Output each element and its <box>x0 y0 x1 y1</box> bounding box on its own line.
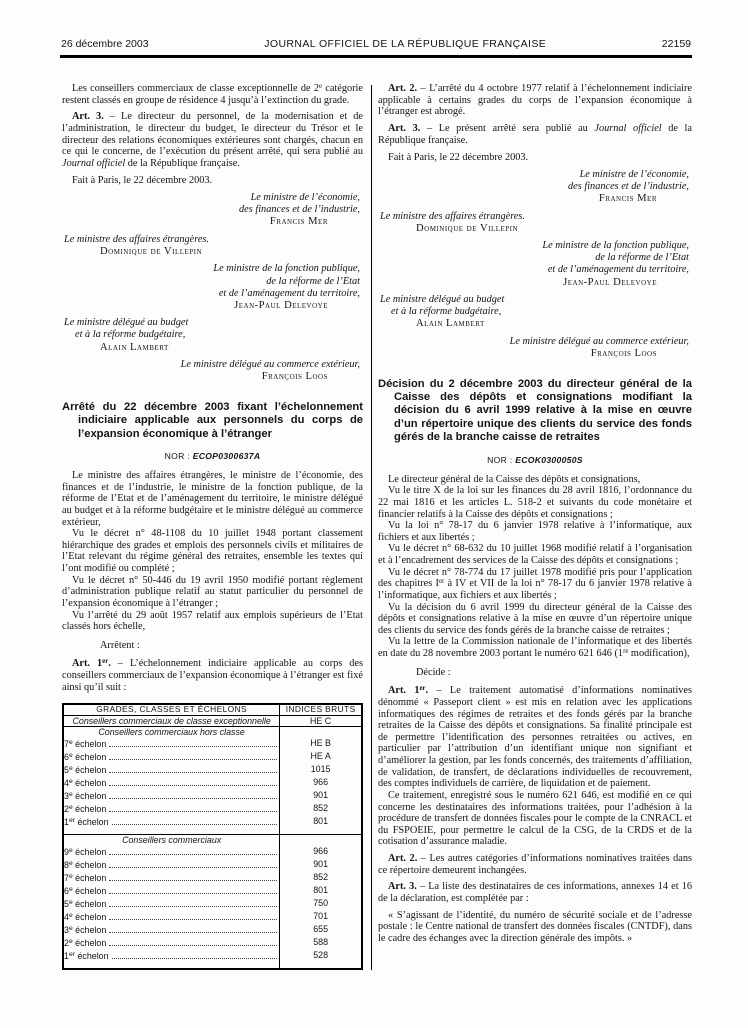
table-row-value: HE A <box>310 751 331 762</box>
table-section-title: Conseillers commerciaux hors classe <box>63 726 280 737</box>
signature-title: Le ministre délégué au commerce extérieur, <box>509 335 689 347</box>
nor-value: ECOP0300637A <box>192 451 261 462</box>
nor-line <box>378 455 692 465</box>
table-row-value: HE C <box>280 715 362 726</box>
signature-name: Jean-Paul Delevoye <box>234 299 328 311</box>
article-paragraph: Art. 1er. – Le traitement automatisé d’informations nominatives dénommé « Passeport client » est mis en relation avec les applications informatiques des régimes de retraites et des fonds gérés par la branche retraites de la Caisse des dépôts et consignations. Sa finalité principale est de permettre l’identification des personnes retraitées ou actives, en particulier par l’attribution d’un identifiant unique non signifiant et d’améliorer la gestion, par les fonds concernés, des traitements d’affiliation, de validation, de transfert, de déclarations individuelles de recouvrement, des comptes individuels de carrière, de liquidation et de paiement. <box>378 685 692 790</box>
signature-block-fonction-publique <box>62 263 363 312</box>
table-row-value: 901 <box>313 859 329 870</box>
dotted-leader <box>109 737 277 747</box>
table-row-label: 3e échelon <box>64 925 107 936</box>
signature-title: et de l’aménagement du territoire, <box>218 287 360 299</box>
article-paragraph: Art. 3. – La liste des destinataires de ces informations, annexes 14 et 16 de la déclaration, est complétée par : <box>378 881 692 904</box>
signature-title: Le ministre des affaires étrangères. <box>64 233 210 245</box>
paragraph: Le directeur général de la Caisse des dépôts et consignations, <box>388 473 641 485</box>
table-row-label: 9e échelon <box>64 847 107 858</box>
table-row-label: 1er échelon <box>64 951 109 962</box>
act-title-arrete: Arrêté du 22 décembre 2003 fixant l’échelonnement indiciaire applicable aux personnels du corps de l’expansion économique à l’étranger <box>62 400 363 440</box>
table-row <box>63 815 362 835</box>
dotted-leader <box>109 897 277 907</box>
table-row-label: 6e échelon <box>64 886 107 897</box>
table-row <box>63 789 362 802</box>
paragraph: Vu la loi n° 78-17 du 6 janvier 1978 relative à l’informatique, aux fichiers et aux libertés ; <box>378 520 692 543</box>
table-row <box>63 763 362 776</box>
journal-page <box>0 38 748 1028</box>
table-row <box>63 949 362 969</box>
signature-title: de la réforme de l’Etat <box>266 275 360 287</box>
paragraph: Vu le titre X de la loi sur les finances du 28 avril 1816, l’ordonnance du 22 mai 1816 et les articles L. 518-2 et suivants du code monétaire et financier relatifs à la Caisse des dépôts et consignations ; <box>378 485 692 520</box>
signature-name: Alain Lambert <box>416 318 485 330</box>
table-row-value: 655 <box>313 924 329 935</box>
table-row-label: 4e échelon <box>64 912 107 923</box>
table-row-label: 2e échelon <box>64 804 107 815</box>
right-column <box>378 83 692 970</box>
signature-block-budget <box>62 317 363 354</box>
signature-title: des finances et de l’industrie, <box>239 204 360 216</box>
table-row <box>63 715 362 726</box>
dotted-leader <box>109 845 277 855</box>
signature-block-economie <box>62 192 363 229</box>
table-row-label: 7e échelon <box>64 739 107 750</box>
left-column <box>62 83 363 970</box>
signature-name: Alain Lambert <box>100 341 169 353</box>
table-row-label: 4e échelon <box>64 778 107 789</box>
dotted-leader <box>109 802 277 812</box>
table-row-value: 1015 <box>310 764 331 775</box>
table-row-value: 966 <box>313 777 329 788</box>
signature-block-commerce <box>378 336 692 361</box>
header-page-number: 22159 <box>661 38 691 50</box>
dotted-leader <box>109 936 277 946</box>
signature-name: Dominique de Villepin <box>416 222 519 234</box>
dotted-leader <box>109 776 277 786</box>
signature-block-affaires-etrangeres <box>62 234 363 259</box>
paragraph: Vu le décret n° 48-1108 du 10 juillet 1948 portant classement hiérarchique des grades et emplois des personnels civils et militaires de l’Etat relevant du régime général des retraites, ensemble les textes qui l’ont modifié ou complété ; <box>62 528 363 575</box>
nor-line <box>62 451 363 461</box>
article-paragraph: Art. 3. – Le directeur du personnel, de la modernisation et de l’administration, le directeur du budget, le directeur du Trésor et le directeur des relations économiques extérieures sont chargés, chacun en ce qui le concerne, de l’exécution du présent arrêté, qui sera publié au Journal officiel de la République française. <box>62 111 364 169</box>
table-row <box>63 871 362 884</box>
dotted-leader <box>109 910 277 920</box>
quote-paragraph: « S’agissant de l’identité, du numéro de sécurité sociale et de l’adresse postale : le Centre national de transfert des données fiscales (CNTDF), dans le cadre des échanges avec la direction générale des impôts. » <box>378 909 692 944</box>
dotted-leader <box>109 884 277 894</box>
table-row-label: 6e échelon <box>64 752 107 763</box>
article-paragraph: Art. 1er. – L’échelonnement indiciaire applicable au corps des conseillers commerciaux de l’expansion économique à l’étranger est fixé ainsi qu’il suit : <box>62 658 364 693</box>
table-row-value: HE B <box>310 738 331 749</box>
signature-title: de la réforme de l’Etat <box>595 252 689 264</box>
column-divider <box>371 85 372 970</box>
page-header <box>61 38 691 50</box>
paragraph: Vu la lettre de la Commission nationale de l’informatique et des libertés en date du 28 novembre 2003 portant le numéro 621 646 (1re modification), <box>378 636 692 660</box>
article-paragraph: Art. 3. – Le présent arrêté sera publié au Journal officiel de la République française. <box>378 122 692 146</box>
date-line: Fait à Paris, le 22 décembre 2003. <box>72 175 213 187</box>
paragraph: Vu la décision du 6 avril 1999 du directeur général de la Caisse des dépôts et consignations relative à la mise en œuvre d’un répertoire unique des clients du service des fonds gérés de la branche caisse de retraites ; <box>378 601 692 636</box>
signature-title: et de l’aménagement du territoire, <box>547 264 689 276</box>
header-rule <box>60 55 692 58</box>
dotted-leader <box>112 815 278 825</box>
dotted-leader <box>109 763 277 773</box>
signature-name: François Loos <box>590 348 657 360</box>
signature-title: Le ministre des affaires étrangères. <box>380 210 526 222</box>
signature-title: Le ministre délégué au commerce extérieur, <box>180 359 360 371</box>
table-header-indices: INDICES BRUTS <box>285 704 356 715</box>
article-paragraph: Art. 2. – L’arrêté du 4 octobre 1977 relatif à l’échelonnement indiciaire applicable à certains grades du corps de l’expansion économique à l’étranger est abrogé. <box>378 83 693 118</box>
signature-title: Le ministre délégué au budget <box>64 317 189 329</box>
nor-label: NOR : <box>487 454 513 465</box>
table-row-value: 750 <box>313 898 329 909</box>
act-title-decision: Décision du 2 décembre 2003 du directeur général de la Caisse des dépôts et consignations modifiant la décision du 6 avril 1999 relative à la mise en œuvre d’un répertoire unique des clients du service des fonds gérés de la branche caisse de retraites <box>378 377 692 444</box>
dotted-leader <box>109 923 277 933</box>
signature-title: et à la réforme budgétaire, <box>391 306 502 318</box>
signature-block-commerce <box>62 359 363 384</box>
signature-title: et à la réforme budgétaire, <box>75 329 186 341</box>
signature-name: Dominique de Villepin <box>100 245 203 257</box>
signature-title: Le ministre de l’économie, <box>250 192 360 203</box>
article-paragraph: Art. 2. – Les autres catégories d’informations nominatives traitées dans ce répertoire demeurent inchangées. <box>378 853 692 876</box>
table-row <box>63 884 362 897</box>
paragraph: Vu l’arrêté du 29 août 1957 relatif aux emplois supérieurs de l’Etat classés hors échelle, <box>62 609 363 633</box>
paragraph: Vu le décret n° 78-774 du 17 juillet 1978 modifié pris pour l’application des chapitres Ier à IV et VII de la loi n° 78-17 du 6 janvier 1978 relative à l’informatique, aux fichiers et aux libertés ; <box>378 566 692 601</box>
signature-title: Le ministre de la fonction publique, <box>213 263 360 275</box>
table-row-label: 2e échelon <box>64 938 107 949</box>
signature-title: Le ministre de l’économie, <box>579 168 689 180</box>
nor-value: ECOK0300050S <box>515 454 583 465</box>
signature-block-economie <box>378 169 692 206</box>
paragraph: Ce traitement, enregistré sous le numéro 621 646, est modifié en ce qui concerne les destinataires des informations traitées, pour l’adhésion à la procédure de transfert de données fiscales pour le compte de la CNRACL et du FSPOEIE, pour permettre le calcul de la CSG, de la CRDS et de la cotisation d’assurance maladie. <box>378 789 692 848</box>
table-row-label: 8e échelon <box>64 860 107 871</box>
table-row-label: 1er échelon <box>64 817 109 828</box>
table-row-label: 5e échelon <box>64 765 107 776</box>
dotted-leader <box>109 871 277 881</box>
signature-name: Francis Mer <box>269 216 328 228</box>
decree-word: Arrêtent : <box>100 639 140 651</box>
table-row <box>63 897 362 910</box>
table-header-grades: GRADES, CLASSES ET ÉCHELONS <box>63 704 280 715</box>
table-row <box>63 750 362 763</box>
table-row-value: 588 <box>313 937 329 948</box>
signature-block-budget <box>378 294 692 331</box>
dotted-leader <box>109 750 277 760</box>
table-row-label: 3e échelon <box>64 791 107 802</box>
signature-title: Le ministre délégué au budget <box>380 294 505 306</box>
indices-table <box>62 703 363 970</box>
table-row <box>63 910 362 923</box>
table-header-row <box>63 704 362 715</box>
table-row <box>63 858 362 871</box>
dotted-leader <box>109 789 277 799</box>
signature-title: des finances et de l’industrie, <box>568 180 689 192</box>
table-section-row <box>63 726 362 737</box>
table-row-value: 801 <box>313 885 329 896</box>
table-row-label: 5e échelon <box>64 899 107 910</box>
nor-label: NOR : <box>164 451 191 462</box>
table-row <box>63 936 362 949</box>
paragraph: Le ministre des affaires étrangères, le ministre de l’économie, des finances et de l’industrie, le ministre de la fonction publique, de la réforme de l’Etat et de l’aménagement du territoire, le ministre délégué au budget et à la réforme budgétaire et le ministre délégué au commerce extérieur, <box>62 470 363 528</box>
table-row <box>63 737 362 750</box>
page-content <box>62 83 692 970</box>
signature-name: Jean-Paul Delevoye <box>563 276 657 288</box>
table-row-value: 528 <box>313 950 329 961</box>
table-section-title: Conseillers commerciaux <box>63 834 280 845</box>
table-section-row <box>63 834 362 845</box>
table-row-value: 701 <box>313 911 329 922</box>
signature-block-affaires-etrangeres <box>378 211 692 236</box>
header-title: JOURNAL OFFICIEL DE LA RÉPUBLIQUE FRANÇAISE <box>264 38 547 50</box>
table-row-label: Conseillers commerciaux de classe exceptionnelle <box>63 715 280 726</box>
dotted-leader <box>112 949 278 959</box>
paragraph: Vu le décret n° 50-446 du 19 avril 1950 modifié portant règlement d’administration publique relatif au statut particulier du personnel de l’expansion économique à l’étranger ; <box>62 574 363 609</box>
table-row-value: 801 <box>313 816 329 827</box>
table-row-value: 852 <box>313 803 329 814</box>
header-date: 26 décembre 2003 <box>61 38 149 50</box>
signature-name: François Loos <box>261 371 328 383</box>
paragraph: Les conseillers commerciaux de classe exceptionnelle de 2e catégorie restent classés en groupe de résidence 4 jusqu’à l’extinction du grade. <box>62 83 363 106</box>
table-row-value: 966 <box>313 846 329 857</box>
table-row <box>63 845 362 858</box>
signature-title: Le ministre de la fonction publique, <box>542 240 689 252</box>
table-row <box>63 802 362 815</box>
dotted-leader <box>109 858 277 868</box>
table-row-value: 901 <box>313 790 329 801</box>
signature-block-fonction-publique <box>378 240 692 289</box>
date-line: Fait à Paris, le 22 décembre 2003. <box>388 152 529 164</box>
table-row <box>63 923 362 936</box>
table-row <box>63 776 362 789</box>
table-row-value: 852 <box>313 872 329 883</box>
decree-word: Décide : <box>416 666 451 678</box>
signature-name: Francis Mer <box>598 193 657 205</box>
paragraph: Vu le décret n° 68-632 du 10 juillet 1968 modifié relatif à l’organisation et à l’encadrement des services de la Caisse des dépôts et consignations ; <box>378 543 692 567</box>
table-row-label: 7e échelon <box>64 873 107 884</box>
